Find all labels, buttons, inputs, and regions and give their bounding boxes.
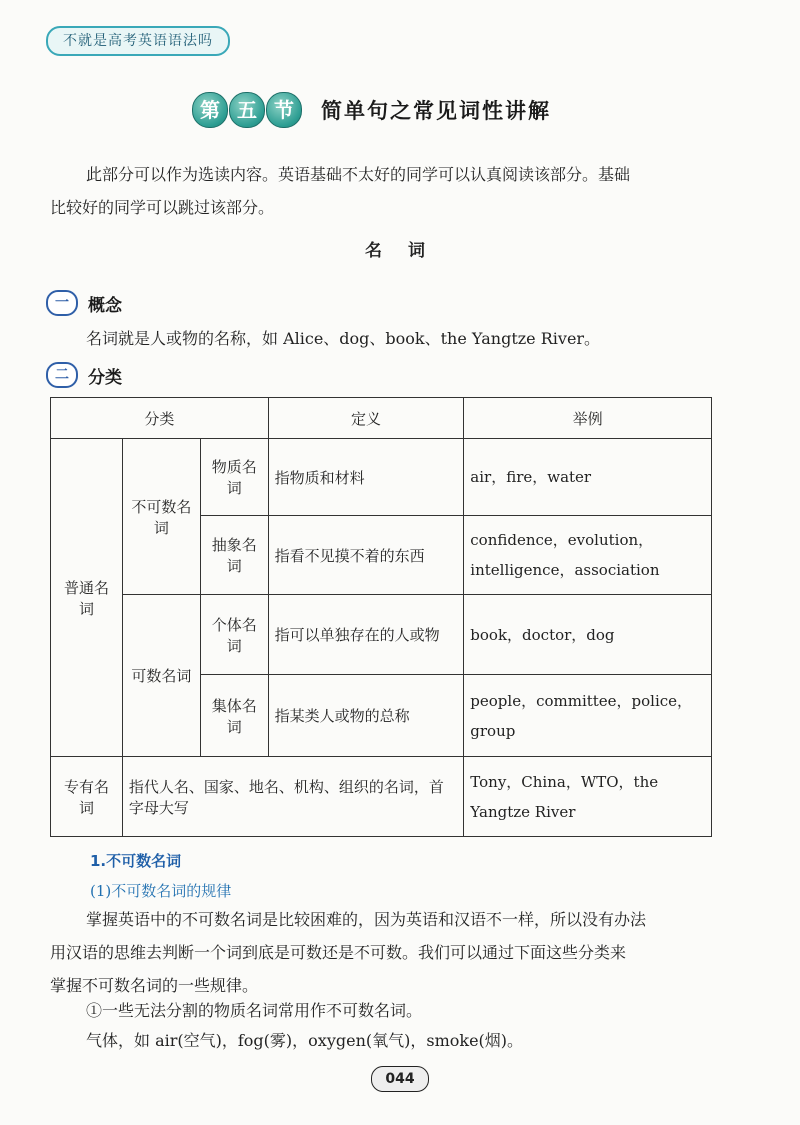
topic-title: 名 词	[365, 241, 435, 261]
uncountable-noun-cell: 不可数名词	[122, 439, 200, 595]
subtype-cell: 个体名词	[200, 595, 268, 675]
example-cell: Tony，China，WTO，the Yangtze River	[464, 757, 712, 837]
example-cell: people，committee，police，group	[464, 675, 712, 757]
definition-cell: 指物质和材料	[268, 439, 464, 516]
noun-classification-table	[50, 397, 712, 837]
proper-noun-cell: 专有名词	[51, 757, 123, 837]
concept-heading	[46, 290, 122, 316]
paragraph-line: 用汉语的思维去判断一个词到底是可数还是不可数。我们可以通过下面这些分类来	[50, 943, 627, 962]
common-noun-cell: 普通名词	[51, 439, 123, 757]
gas-examples: 气体，如 air(空气)，fog(雾)，oxygen(氧气)，smoke(烟)。	[86, 1031, 524, 1050]
header-example: 举例	[464, 398, 712, 439]
header-definition: 定义	[268, 398, 464, 439]
book-tagline: 不就是高考英语语法吗	[46, 26, 230, 56]
concept-heading-text: 概念	[88, 295, 122, 316]
badge-char: 五	[229, 92, 265, 128]
subtype-cell: 抽象名词	[200, 516, 268, 595]
table-row	[51, 757, 712, 837]
uncountable-heading: 1.不可数名词	[90, 852, 182, 870]
page-number: 044	[371, 1066, 429, 1092]
badge-char: 第	[192, 92, 228, 128]
paragraph-line: 掌握英语中的不可数名词是比较困难的，因为英语和汉语不一样，所以没有办法	[86, 910, 647, 929]
example-cell: confidence，evolution，intelligence，association	[464, 516, 712, 595]
uncountable-rules-heading: (1)不可数名词的规律	[90, 882, 232, 900]
section-title: 简单句之常见词性讲解	[321, 99, 551, 123]
paragraph-line: 掌握不可数名词的一些规律。	[50, 976, 259, 995]
definition-cell: 指某类人或物的总称	[268, 675, 464, 757]
classification-heading-text: 分类	[88, 367, 122, 388]
classification-heading	[46, 362, 122, 388]
section-badge	[192, 92, 303, 128]
definition-cell: 指看不见摸不着的东西	[268, 516, 464, 595]
rule-1: ①一些无法分割的物质名词常用作不可数名词。	[86, 1001, 423, 1020]
concept-text: 名词就是人或物的名称，如 Alice、dog、book、the Yangtze River。	[86, 329, 601, 348]
example-cell: air，fire，water	[464, 439, 712, 516]
table-row	[51, 439, 712, 516]
section-heading	[192, 92, 551, 128]
number-two-icon: 二	[46, 362, 78, 388]
subtype-cell: 物质名词	[200, 439, 268, 516]
table-row	[51, 595, 712, 675]
badge-char: 节	[266, 92, 302, 128]
number-one-icon: 一	[46, 290, 78, 316]
definition-cell: 指可以单独存在的人或物	[268, 595, 464, 675]
intro-line-2: 比较好的同学可以跳过该部分。	[50, 198, 275, 217]
countable-noun-cell: 可数名词	[122, 595, 200, 757]
header-category: 分类	[51, 398, 269, 439]
intro-line-1: 此部分可以作为选读内容。英语基础不太好的同学可以认真阅读该部分。基础	[86, 165, 631, 184]
example-cell: book，doctor，dog	[464, 595, 712, 675]
definition-cell: 指代人名、国家、地名、机构、组织的名词，首字母大写	[122, 757, 463, 837]
table-header-row	[51, 398, 712, 439]
subtype-cell: 集体名词	[200, 675, 268, 757]
